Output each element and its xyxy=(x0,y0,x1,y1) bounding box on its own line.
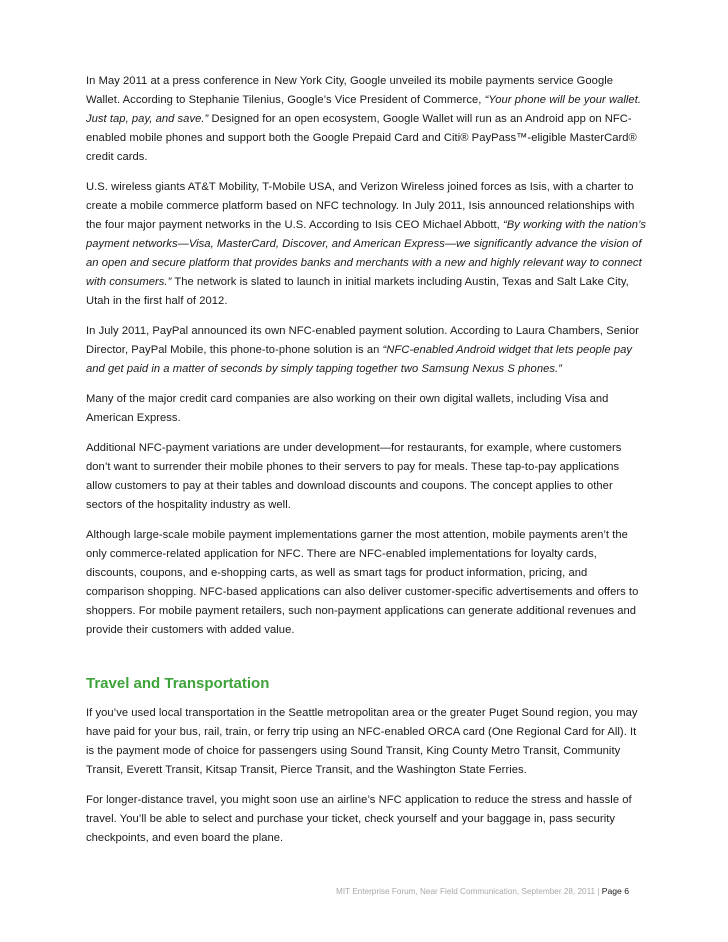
travel-section xyxy=(86,704,646,848)
paragraph-text: U.S. wireless giants AT&T Mobility, T-Mobile USA, and Verizon Wireless joined forces as Isis, with a charter to create a mobile commerce platform based on NFC technology. In July 2011, Isis announced relationships with the four major payment networks in the U.S. According to Isis CEO Michael Abbott, xyxy=(86,181,635,231)
section-heading: Travel and Transportation xyxy=(86,675,270,692)
page-footer xyxy=(336,886,629,896)
intro-section xyxy=(86,72,646,640)
body-paragraph xyxy=(86,178,646,311)
paragraph-text: In July 2011, PayPal announced its own NFC-enabled payment solution. According to Laura Chambers, Senior Director, PayPal Mobile, this phone-to-phone solution is an xyxy=(86,325,639,356)
quote-text: “NFC-enabled Android widget that lets people pay and get paid in a matter of seconds by simply tapping together two Samsung Nexus S phones.” xyxy=(86,344,633,375)
quote-text: “Your phone will be your wallet. Just tap, pay, and save.” xyxy=(86,94,642,125)
body-paragraph xyxy=(86,390,646,428)
footer-source: MIT Enterprise Forum, Near Field Communication, September 28, 2011 xyxy=(336,887,596,896)
paragraph-text: The network is slated to launch in initial markets including Austin, Texas and Salt Lake City, Utah in the first half of 2012. xyxy=(86,276,629,307)
body-paragraph xyxy=(86,526,646,640)
body-paragraph xyxy=(86,704,646,780)
paragraph-text: If you’ve used local transportation in the Seattle metropolitan area or the greater Puget Sound region, you may have paid for your bus, rail, train, or ferry trip using an NFC-enabled ORCA card (One Regional Card for All). It is the payment mode of choice for passengers using Sound Transit, King County Metro Transit, Community Transit, Everett Transit, Kitsap Transit, Pierce Transit, and the Washington State Ferries. xyxy=(86,707,638,776)
page-number: Page 6 xyxy=(601,886,630,896)
paragraph-text: Designed for an open ecosystem, Google Wallet will run as an Android app on NFC-enabled mobile phones and support both the Google Prepaid Card and Citi® PayPass™-eligible MasterCard® credit cards. xyxy=(86,113,637,163)
page-body xyxy=(86,72,646,859)
paragraph-text: In May 2011 at a press conference in New York City, Google unveiled its mobile payments service Google Wallet. According to Stephanie Tilenius, Google’s Vice President of Commerce, xyxy=(86,75,614,106)
body-paragraph xyxy=(86,72,646,167)
paragraph-text: Many of the major credit card companies are also working on their own digital wallets, including Visa and American Express. xyxy=(86,393,609,424)
paragraph-text: Additional NFC-payment variations are under development—for restaurants, for example, where customers don’t want to surrender their mobile phones to their servers to pay for meals. These tap-to-pay applications allow customers to pay at their tables and download discounts and coupons. The concept applies to other sectors of the hospitality industry as well. xyxy=(86,442,622,511)
paragraph-text: For longer-distance travel, you might soon use an airline’s NFC application to reduce the stress and hassle of travel. You’ll be able to select and purchase your ticket, check yourself and your baggage in, pass security checkpoints, and even board the plane. xyxy=(86,794,632,844)
body-paragraph xyxy=(86,439,646,515)
quote-text: “By working with the nation’s payment networks—Visa, MasterCard, Discover, and American Express—we significantly advance the vision of an open and secure platform that provides banks and merchants with a new and highly relevant way to connect with consumers.” xyxy=(86,219,647,288)
paragraph-text: Although large-scale mobile payment implementations garner the most attention, mobile payments aren’t the only commerce-related application for NFC. There are NFC-enabled implementations for loyalty cards, discounts, coupons, and e-shopping carts, as well as smart tags for product information, pricing, and comparison shopping. NFC-based applications can also deliver customer-specific advertisements and offers to shoppers. For mobile payment retailers, such non-payment applications can generate additional revenues and provide their customers with added value. xyxy=(86,529,639,636)
footer-separator: | xyxy=(595,887,602,896)
body-paragraph xyxy=(86,322,646,379)
body-paragraph xyxy=(86,791,646,848)
